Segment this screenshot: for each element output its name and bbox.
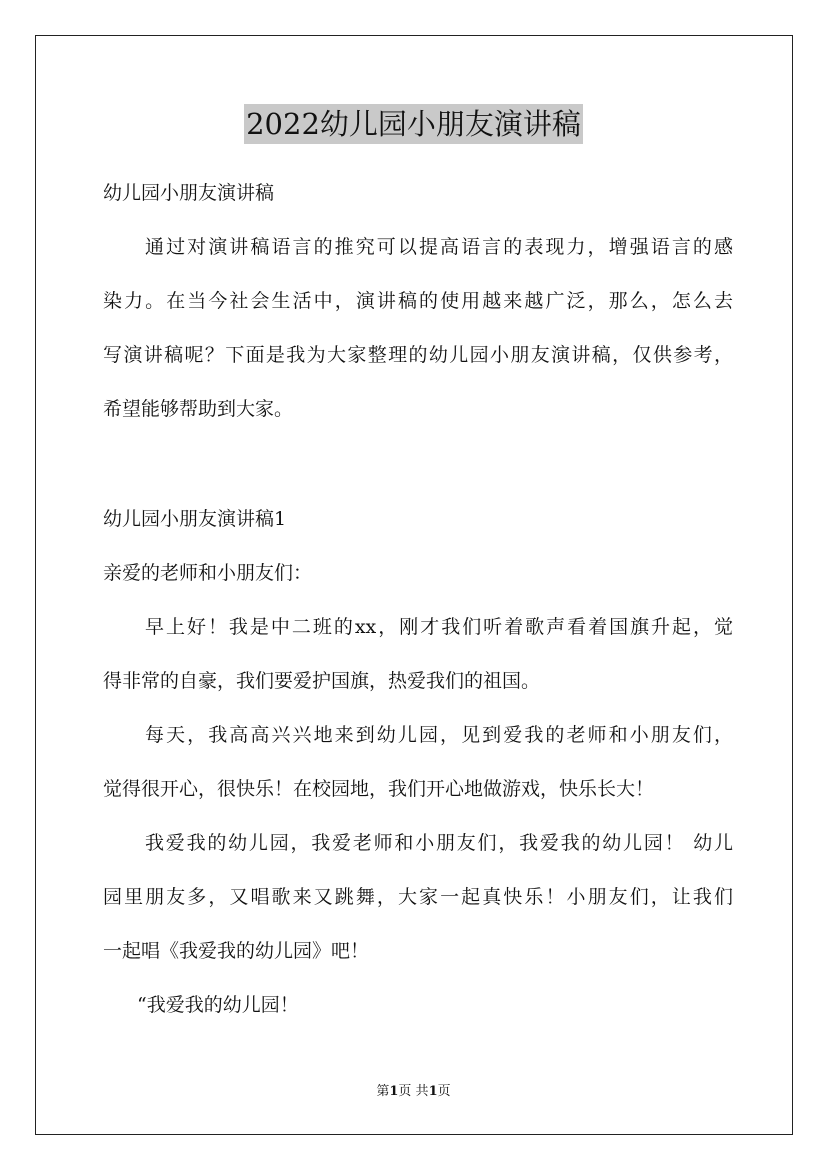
footer-page-number: 1 <box>389 1084 399 1099</box>
para3-line-1: 我爱我的幼儿园，我爱老师和小朋友们，我爱我的幼儿园！ 幼儿 <box>145 832 733 854</box>
document-subtitle: 幼儿园小朋友演讲稿 <box>103 182 275 204</box>
section-heading: 幼儿园小朋友演讲稿1 <box>103 508 287 530</box>
quote-line: “我爱我的幼儿园！ <box>137 994 299 1016</box>
intro-line-2: 染力。在当今社会生活中，演讲稿的使用越来越广泛，那么，怎么去 <box>103 290 733 312</box>
para2-line-1: 每天，我高高兴兴地来到幼儿园，见到爱我的老师和小朋友们， <box>145 724 733 746</box>
footer-prefix: 第 <box>376 1084 390 1099</box>
para1-line-2: 得非常的自豪，我们要爱护国旗，热爱我们的祖国。 <box>103 670 541 692</box>
intro-line-3: 写演讲稿呢？下面是我为大家整理的幼儿园小朋友演讲稿，仅供参考， <box>103 344 733 366</box>
title-container <box>0 104 827 144</box>
footer-total-pages: 1 <box>428 1084 438 1099</box>
greeting: 亲爱的老师和小朋友们： <box>103 562 313 584</box>
footer-mid: 页 共 <box>398 1084 429 1099</box>
page-footer <box>0 1083 827 1101</box>
para1-line-1: 早上好！我是中二班的xx，刚才我们听着歌声看着国旗升起，觉 <box>145 616 733 638</box>
intro-line-1: 通过对演讲稿语言的推究可以提高语言的表现力，增强语言的感 <box>145 236 733 258</box>
document-title: 2022幼儿园小朋友演讲稿 <box>244 104 583 144</box>
footer-suffix: 页 <box>437 1084 451 1099</box>
para3-line-3: 一起唱《我爱我的幼儿园》吧！ <box>103 940 370 962</box>
para3-line-2: 园里朋友多，又唱歌来又跳舞，大家一起真快乐！小朋友们，让我们 <box>103 886 733 908</box>
para2-line-2: 觉得很开心，很快乐！在校园地，我们开心地做游戏，快乐长大！ <box>103 778 655 800</box>
intro-line-4: 希望能够帮助到大家。 <box>103 398 294 420</box>
